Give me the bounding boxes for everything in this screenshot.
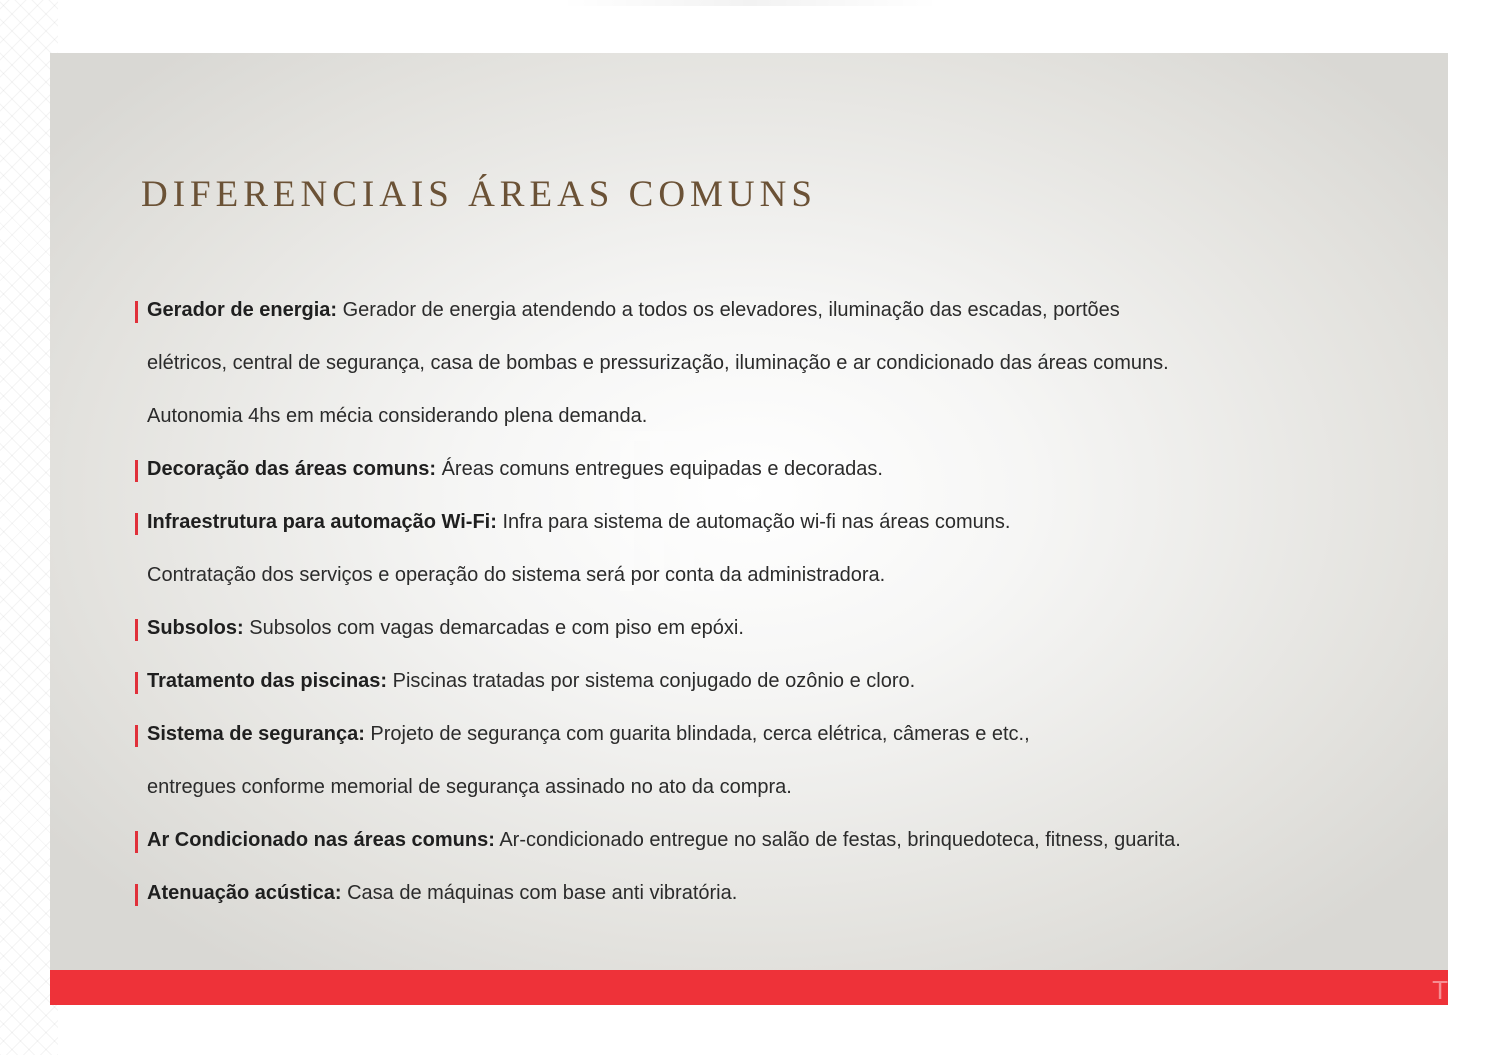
feature-item (135, 660, 1425, 713)
feature-item (135, 872, 1425, 925)
feature-description: Áreas comuns entregues equipadas e decoradas. (436, 458, 883, 480)
bullet-marker (135, 672, 138, 694)
bullet-marker (135, 619, 138, 641)
feature-label: Tratamento das piscinas: (147, 670, 388, 692)
feature-label: Sistema de segurança: (147, 723, 365, 745)
bullet-marker (135, 301, 138, 323)
feature-description: Gerador de energia atendendo a todos os elevadores, iluminação das escadas, portões (337, 299, 1120, 321)
feature-item (135, 501, 1425, 554)
feature-description-continuation: Contratação dos serviços e operação do sistema será por conta da administradora. (147, 564, 886, 586)
feature-label: Atenuação acústica: (147, 882, 342, 904)
feature-description-continuation: elétricos, central de segurança, casa de bombas e pressurização, iluminação e ar condicionado das áreas comuns. (147, 352, 1169, 374)
footer-logo-fragment: T (1432, 975, 1448, 1005)
feature-description: Infra para sistema de automação wi-fi nas áreas comuns. (496, 511, 1011, 533)
feature-description: Projeto de segurança com guarita blindada, cerca elétrica, câmeras e etc., (364, 723, 1030, 745)
feature-item (135, 713, 1425, 766)
slide-panel (50, 53, 1448, 970)
bullet-marker (135, 884, 138, 906)
feature-description: Piscinas tratadas por sistema conjugado de ozônio e cloro. (387, 670, 916, 692)
feature-description: Ar-condicionado entregue no salão de festas, brinquedoteca, fitness, guarita. (494, 829, 1181, 851)
page-title: DIFERENCIAIS ÁREAS COMUNS (141, 174, 817, 215)
bullet-marker (135, 513, 138, 535)
features-list (135, 289, 1425, 925)
bullet-marker (135, 725, 138, 747)
feature-description: Casa de máquinas com base anti vibratória. (341, 882, 738, 904)
feature-item (135, 289, 1425, 342)
feature-item (135, 607, 1425, 660)
feature-item (135, 448, 1425, 501)
feature-label: Subsolos: (147, 617, 244, 639)
bullet-marker (135, 831, 138, 853)
bullet-marker (135, 460, 138, 482)
feature-description: Subsolos com vagas demarcadas e com piso em epóxi. (243, 617, 744, 639)
feature-description-continuation: Autonomia 4hs em mécia considerando plena demanda. (147, 405, 648, 427)
footer-bar (50, 970, 1448, 1005)
feature-label: Decoração das áreas comuns: (147, 458, 437, 480)
feature-description-continuation: entregues conforme memorial de segurança assinado no ato da compra. (147, 776, 792, 798)
feature-label: Infraestrutura para automação Wi-Fi: (147, 511, 497, 533)
feature-label: Gerador de energia: (147, 299, 338, 321)
feature-label: Ar Condicionado nas áreas comuns: (147, 829, 495, 851)
feature-item (135, 819, 1425, 872)
top-edge-shadow (560, 0, 940, 6)
